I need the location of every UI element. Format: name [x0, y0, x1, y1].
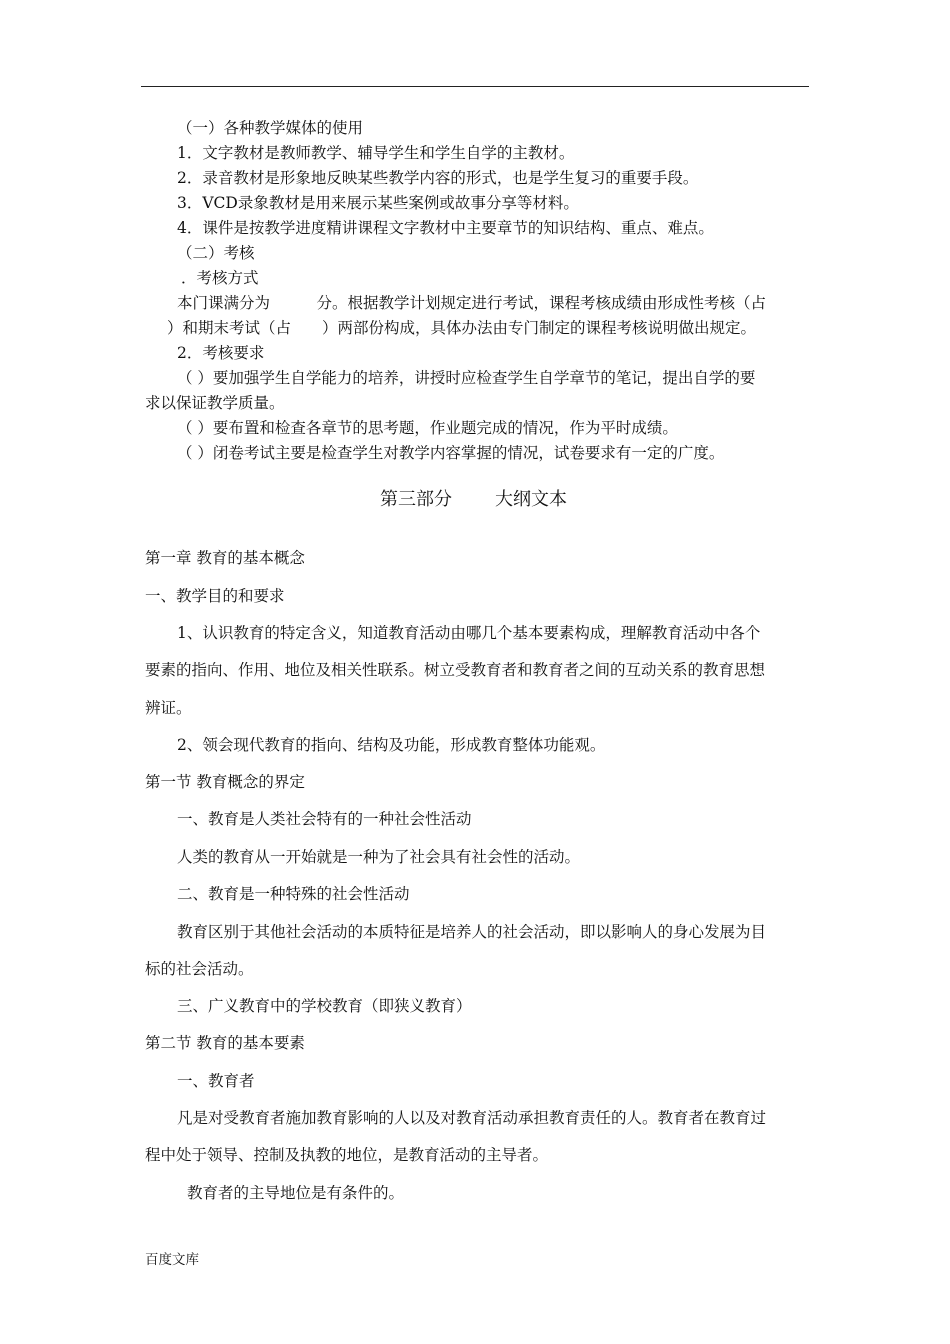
section-1-point-1-text: 人类的教育从一开始就是一种为了社会具有社会性的活动。 [177, 848, 581, 866]
section-2-point-1-text-line1: 凡是对受教育者施加教育影响的人以及对教育活动承担教育责任的人。教育者在教育过 [177, 1109, 767, 1127]
goal-2: 2、领会现代教育的指向、结构及功能，形成教育整体功能观。 [177, 736, 606, 754]
assessment-req-heading: 2．考核要求 [177, 344, 265, 362]
assessment-method-heading: ．考核方式 [181, 269, 259, 287]
section-1-title: 第一节 教育概念的界定 [145, 773, 305, 791]
chapter-title: 第一章 教育的基本概念 [145, 549, 305, 567]
media-item-1: 1．文字教材是教师教学、辅导学生和学生自学的主教材。 [177, 144, 575, 162]
media-heading: （一）各种教学媒体的使用 [177, 119, 364, 137]
assessment-method-text-line2: ）和期末考试（占 ）两部份构成，具体办法由专门制定的课程考核说明做出规定。 [167, 319, 757, 337]
media-item-2: 2．录音教材是形象地反映某些教学内容的形式，也是学生复习的重要手段。 [177, 169, 699, 187]
section-1-point-2-text-line2: 标的社会活动。 [145, 960, 254, 978]
assessment-req-1-line2: 求以保证教学质量。 [145, 394, 285, 412]
section-2-point-1-text-line3: 教育者的主导地位是有条件的。 [187, 1184, 405, 1202]
assessment-req-1-line1: （ ）要加强学生自学能力的培养，讲授时应检查学生自学章节的笔记，提出自学的要 [177, 369, 756, 387]
section-1-point-1-heading: 一、教育是人类社会特有的一种社会性活动 [177, 810, 472, 828]
goal-1-line2: 要素的指向、作用、地位及相关性联系。树立受教育者和教育者之间的互动关系的教育思想 [145, 661, 766, 679]
assessment-req-3: （ ）闭卷考试主要是检查学生对教学内容掌握的情况，试卷要求有一定的广度。 [177, 444, 725, 462]
assessment-method-text-line1: 本门课满分为 分。根据教学计划规定进行考试，课程考核成绩由形成性考核（占 [177, 294, 767, 312]
goal-1-line3: 辨证。 [145, 699, 192, 717]
assessment-req-2: （ ）要布置和检查各章节的思考题，作业题完成的情况，作为平时成绩。 [177, 419, 678, 437]
section-2-point-1-heading: 一、教育者 [177, 1072, 255, 1090]
assessment-heading: （二）考核 [177, 244, 255, 262]
part-number: 第三部分 [380, 489, 452, 510]
section-1-point-3-heading: 三、广义教育中的学校教育（即狭义教育） [177, 997, 472, 1015]
media-item-4: 4．课件是按教学进度精讲课程文字教材中主要章节的知识结构、重点、难点。 [177, 219, 714, 237]
section-1-point-2-heading: 二、教育是一种特殊的社会性活动 [177, 885, 410, 903]
media-item-3: 3．VCD录象教材是用来展示某些案例或故事分享等材料。 [177, 194, 579, 212]
part-name: 大纲文本 [495, 489, 567, 510]
header-rule [141, 86, 809, 87]
section-2-title: 第二节 教育的基本要素 [145, 1034, 305, 1052]
goal-heading: 一、教学目的和要求 [145, 587, 285, 605]
section-1-point-2-text-line1: 教育区别于其他社会活动的本质特征是培养人的社会活动，即以影响人的身心发展为目 [177, 923, 767, 941]
section-2-point-1-text-line2: 程中处于领导、控制及执教的地位，是教育活动的主导者。 [145, 1146, 549, 1164]
footer-brand: 百度文库 [145, 1252, 199, 1268]
goal-1-line1: 1、认识教育的特定含义，知道教育活动由哪几个基本要素构成，理解教育活动中各个 [177, 624, 761, 642]
